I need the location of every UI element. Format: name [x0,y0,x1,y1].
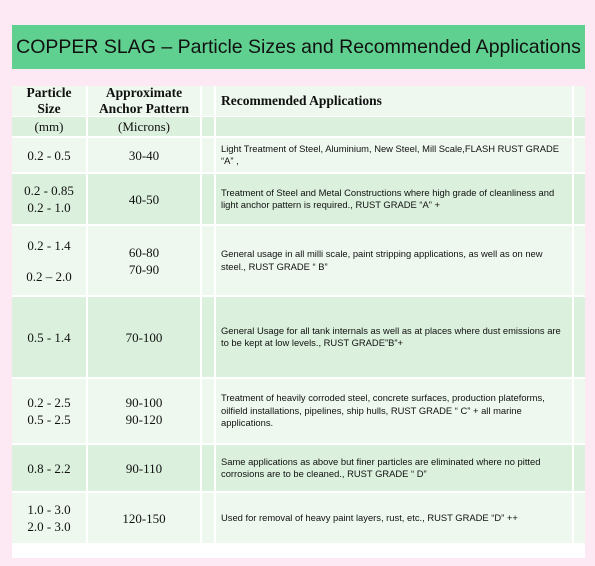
anchor-pattern-cell [88,379,202,443]
table-row [12,379,585,443]
spacer-cell [574,297,585,377]
particle-size-value: 0.5 - 1.4 [27,329,71,345]
particle-size-cell [12,379,88,443]
spacer-cell [574,138,585,172]
anchor-pattern-cell [88,138,202,172]
spacer-cell [202,174,216,224]
anchor-pattern-value: 90-110 [125,460,163,476]
anchor-pattern-value: 70-90 [128,261,160,277]
spacer-cell [574,379,585,443]
spacer-cell [202,138,216,172]
unit-applications [216,117,574,136]
table-row [12,445,585,491]
particle-size-cell [12,226,88,295]
anchor-pattern-cell [88,226,202,295]
header-particle-size-line2: Size [37,101,61,116]
particle-size-cell [12,493,88,543]
header-anchor-pattern [88,86,202,116]
spacer-cell [202,226,216,295]
spacer-cell [574,174,585,224]
application-cell: Treatment of Steel and Metal Constructions where high grade of cleanliness and light anchor pattern is required., RUST GRADE “A” + [216,174,574,224]
anchor-pattern-cell [88,174,202,224]
table-row [12,297,585,377]
table-row [12,226,585,295]
anchor-pattern-value: 90-100 [125,395,163,410]
anchor-pattern-value: 70-100 [125,329,163,345]
spacer-cell [202,297,216,377]
spacer-cell [574,445,585,491]
particle-size-cell [12,174,88,224]
particle-size-value: 0.8 - 2.2 [27,460,71,476]
unit-size: (mm) [12,117,88,136]
application-cell: Light Treatment of Steel, Aluminium, New Steel, Mill Scale,FLASH RUST GRADE “A” , [216,138,574,172]
spacer-cell [574,226,585,295]
spacer-cell [202,445,216,491]
table-header-row [12,86,585,116]
applications-table [12,86,585,558]
spacer-cell [202,493,216,543]
particle-size-value: 0.2 - 2.5 [27,395,71,410]
particle-size-value: 0.2 - 1.4 [27,237,71,253]
particle-size-cell [12,445,88,491]
application-cell: Used for removal of heavy paint layers, rust, etc., RUST GRADE “D” ++ [216,493,574,543]
table-row [12,138,585,172]
application-cell: Treatment of heavily corroded steel, concrete surfaces, production plateforms, oilfield installations, pipelines, ship hulls, RUST GRADE “ C” + all marine applications. [216,379,574,443]
spacer-cell [574,86,585,116]
particle-size-value: 2.0 - 3.0 [27,519,71,534]
table-units-row [12,117,585,136]
anchor-pattern-value: 120-150 [122,510,166,526]
particle-size-value: 0.2 – 2.0 [26,268,72,284]
header-applications: Recommended Applications [216,86,574,116]
particle-size-value: 1.0 - 3.0 [27,502,71,517]
spacer-cell [574,493,585,543]
particle-size-value: 0.2 - 1.0 [27,200,71,215]
anchor-pattern-cell [88,445,202,491]
spacer-cell [574,117,585,136]
page-title: COPPER SLAG – Particle Sizes and Recommended Applications [12,25,585,69]
application-cell: General Usage for all tank internals as well as at places where dust emissions are to be kept at low levels., RUST GRADE”B”+ [216,297,574,377]
table-row [12,174,585,224]
anchor-pattern-value: 30-40 [128,147,160,163]
header-particle-size [12,86,88,116]
particle-size-value: 0.2 - 0.5 [27,147,71,163]
anchor-pattern-cell [88,493,202,543]
application-cell: General usage in all milli scale, paint stripping applications, as well as on new steel., RUST GRADE “ B” [216,226,574,295]
application-cell: Same applications as above but finer particles are eliminated where no pitted corrosions are to be cleaned., RUST GRADE “ D” [216,445,574,491]
table-row [12,493,585,543]
anchor-pattern-value: 60-80 [128,244,160,260]
anchor-pattern-value: 90-120 [125,412,163,427]
particle-size-value: 0.5 - 2.5 [27,412,71,427]
anchor-pattern-value: 40-50 [128,191,160,207]
particle-size-cell [12,297,88,377]
particle-size-cell [12,138,88,172]
header-anchor-line1: Approximate [105,85,183,100]
header-anchor-line2: Anchor Pattern [98,101,190,116]
anchor-pattern-cell [88,297,202,377]
unit-anchor: (Microns) [88,117,202,136]
spacer-cell [202,86,216,116]
header-particle-size-line1: Particle [26,85,72,100]
particle-size-value: 0.2 - 0.85 [24,183,74,198]
spacer-cell [202,117,216,136]
spacer-cell [202,379,216,443]
